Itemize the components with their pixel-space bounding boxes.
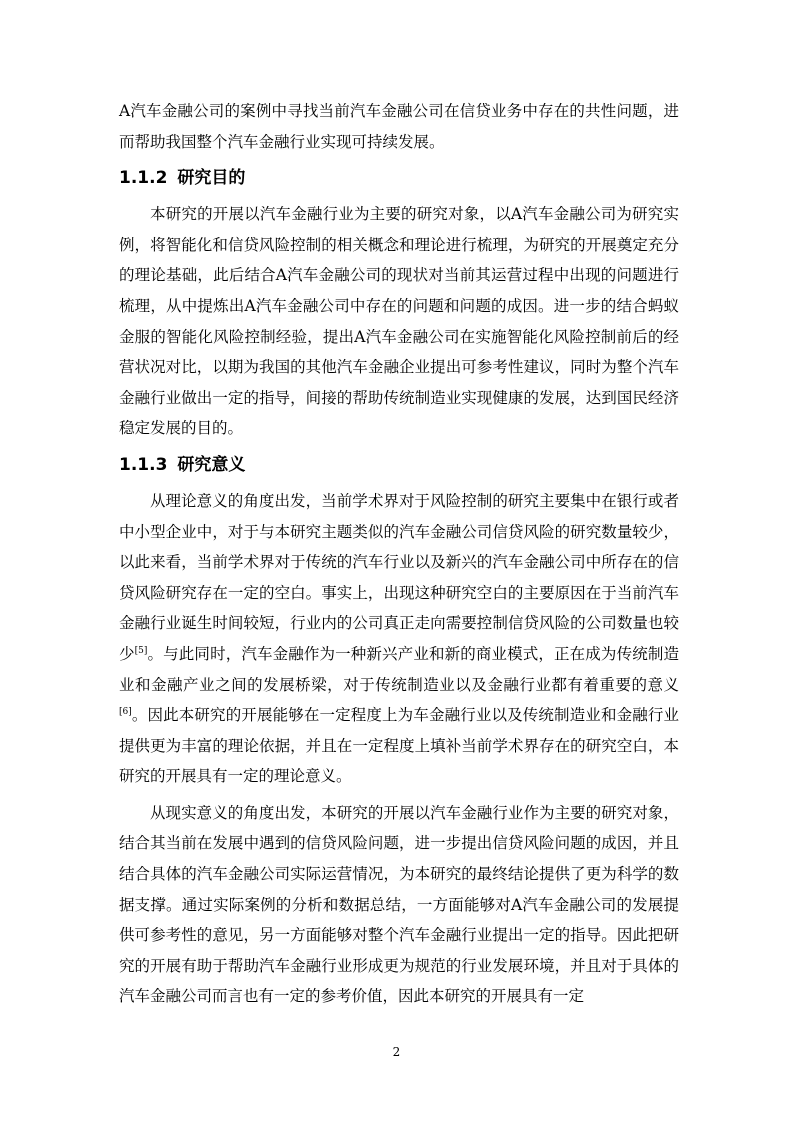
page-body <box>119 96 679 1012</box>
theoretical-significance-paragraph <box>119 486 679 792</box>
paragraph-text: 从理论意义的角度出发，当前学术界对于风险控制的研究主要集中在银行或者中小型企业中，对于与本研究主题类似的汽车金融公司信贷风险的研究数量较少，以此来看，当前学术界对于传统的汽车行业以及新兴的汽车金融公司中所存在的信贷风险研究存在一定的空白。事实上，出现这种研究空白的主要原因在于当前汽车金融行业诞生时间较短，行业内的公司真正走向需要控制信贷风险的公司数量也较少 <box>119 491 679 663</box>
paragraph-text: 。与此同时，汽车金融作为一种新兴产业和新的商业模式，正在成为传统制造业和金融产业之间的发展桥梁，对于传统制造业以及金融行业都有着重要的意义 <box>119 644 679 694</box>
paragraph-text: 。因此本研究的开展能够在一定程度上为车金融行业以及传统制造业和金融行业提供更为丰富的理论依据，并且在一定程度上填补当前学术界存在的研究空白，本研究的开展具有一定的理论意义。 <box>119 706 679 786</box>
intro-paragraph: A汽车金融公司的案例中寻找当前汽车金融公司在信贷业务中存在的共性问题，进而帮助我国整个汽车金融行业实现可持续发展。 <box>119 102 679 151</box>
section-title: 研究意义 <box>177 454 246 475</box>
section-number: 1.1.3 <box>119 454 168 475</box>
section-heading-research-purpose <box>119 163 679 193</box>
section-number: 1.1.2 <box>119 168 168 189</box>
page-number: 2 <box>392 1045 401 1059</box>
research-purpose-paragraph: 本研究的开展以汽车金融行业为主要的研究对象，以A汽车金融公司为研究实例，将智能化和信贷风险控制的相关概念和理论进行梳理，为研究的开展奠定充分的理论基础，此后结合A汽车金融公司的现状对当前其运营过程中出现的问题进行梳理，从中提炼出A汽车金融公司中存在的问题和问题的成因。进一步的结合蚂蚁金服的智能化风险控制经验，提出A汽车金融公司在实施智能化风险控制前后的经营状况对比，以期为我国的其他汽车金融企业提出可参考性建议，同时为整个汽车金融行业做出一定的指导，间接的帮助传统制造业实现健康的发展，达到国民经济稳定发展的目的。 <box>119 205 679 438</box>
section-title: 研究目的 <box>177 168 246 189</box>
section-heading-research-significance <box>119 450 679 480</box>
practical-significance-paragraph: 从现实意义的角度出发，本研究的开展以汽车金融行业作为主要的研究对象，结合其当前在发展中遇到的信贷风险问题，进一步提出信贷风险问题的成因，并且结合具体的汽车金融公司实际运营情况，为本研究的最终结论提供了更为科学的数据支撑。通过实际案例的分析和数据总结，一方面能够对A汽车金融公司的发展提供可参考性的意见，另一方面能够对整个汽车金融行业提出一定的指导。因此把研究的开展有助于帮助汽车金融行业形成更为规范的行业发展环境，并且对于具体的汽车金融公司而言也有一定的参考价值，因此本研究的开展具有一定 <box>119 803 679 1006</box>
citation-marker: [6] <box>119 706 132 717</box>
citation-marker: [5] <box>134 645 148 656</box>
